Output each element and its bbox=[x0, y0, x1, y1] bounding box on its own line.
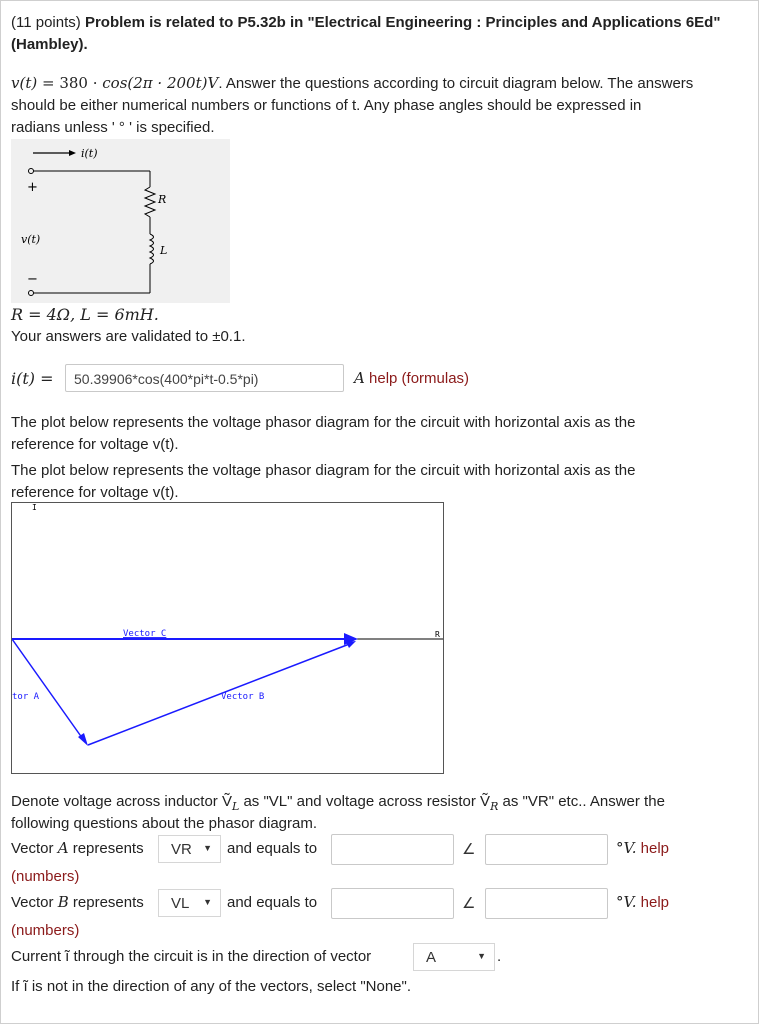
chevron-down-icon: ▼ bbox=[477, 951, 486, 961]
circuit-values: R = 4Ω, L = 6mH. bbox=[11, 305, 159, 324]
inductor-label: L bbox=[160, 244, 168, 257]
vector-b-magnitude-input[interactable] bbox=[331, 888, 454, 919]
chevron-down-icon: ▼ bbox=[203, 843, 212, 853]
vector-b-equals: and equals to bbox=[227, 894, 318, 911]
resistor-label: R bbox=[158, 193, 167, 206]
current-direction-period: . bbox=[497, 948, 502, 965]
axis-label-r: R bbox=[435, 630, 440, 639]
vector-a-magnitude-input[interactable] bbox=[331, 834, 454, 865]
vector-a-equals: and equals to bbox=[227, 840, 318, 857]
resistor-symbol bbox=[145, 187, 155, 217]
vector-b-unit-help: °V. help bbox=[616, 893, 670, 911]
intro-line1: v(t) = 380 · cos(2π · 200t)V. Answer the questions according to circuit diagram below. The answers bbox=[11, 74, 694, 92]
intro-line3: radians unless ' ° ' is specified. bbox=[11, 119, 215, 136]
current-help-group bbox=[354, 368, 469, 389]
vector-b-angle-input[interactable] bbox=[485, 888, 608, 919]
minus-sign: − bbox=[27, 272, 38, 287]
plus-sign: + bbox=[27, 180, 38, 195]
current-direction-question: Current ĩ through the circuit is in the direction of vector bbox=[11, 948, 372, 965]
source-label: v(t) bbox=[21, 233, 41, 246]
current-arrow-head bbox=[69, 150, 76, 156]
chevron-down-icon: ▼ bbox=[203, 897, 212, 907]
validation-note: Your answers are validated to ±0.1. bbox=[11, 328, 246, 345]
vector-a-numbers-help[interactable]: (numbers) bbox=[11, 868, 80, 885]
vector-b-label: Vector B bbox=[221, 692, 265, 702]
terminal-bottom bbox=[29, 291, 34, 296]
angle-icon: ∠ bbox=[462, 894, 476, 912]
question-intro: Denote voltage across inductor Ṽ$_L$ as "VL" and voltage across resistor Ṽ$_R$ as "VR" etc.. Answer the bbox=[11, 793, 665, 813]
axis-label-i: I bbox=[32, 503, 37, 512]
problem-title: (11 points) Problem is related to P5.32b in "Electrical Engineering : Principles and Applications 6Ed" bbox=[11, 14, 721, 31]
question-intro-2: following questions about the phasor diagram. bbox=[11, 815, 318, 832]
vector-b-arrowhead bbox=[346, 641, 356, 648]
angle-icon: ∠ bbox=[462, 840, 476, 858]
vector-a-label: tor A bbox=[12, 692, 40, 702]
circuit-diagram bbox=[11, 139, 230, 303]
current-label-eq: i(t) = bbox=[11, 369, 54, 388]
vector-a-unit-help: °V. help bbox=[616, 839, 670, 857]
vector-a-help-link[interactable]: help bbox=[640, 840, 670, 857]
help-formulas-link[interactable]: help (formulas) bbox=[369, 370, 470, 387]
vector-a-question: Vector A represents bbox=[11, 839, 144, 857]
vector-a-line bbox=[12, 639, 85, 742]
vector-c-label: Vector C bbox=[123, 629, 167, 639]
vector-b-line bbox=[88, 643, 352, 745]
none-note: If ĩ is not in the direction of any of the vectors, select "None". bbox=[11, 978, 412, 995]
vector-b-select[interactable]: VL ▼ bbox=[158, 889, 221, 917]
current-label: i(t) bbox=[81, 147, 98, 160]
current-unit: A bbox=[354, 369, 365, 387]
terminal-top bbox=[29, 169, 34, 174]
current-answer-input[interactable]: 50.39906*cos(400*pi*t-0.5*pi) bbox=[65, 364, 344, 392]
plot-desc-2: reference for voltage v(t). bbox=[11, 436, 179, 453]
vector-b-numbers-help[interactable]: (numbers) bbox=[11, 922, 80, 939]
inductor-symbol bbox=[150, 234, 154, 264]
problem-title-line2: (Hambley). bbox=[11, 36, 88, 53]
vector-b-help-link[interactable]: help bbox=[640, 894, 670, 911]
vector-b-question: Vector B represents bbox=[11, 893, 144, 911]
vector-a-select[interactable]: VR ▼ bbox=[158, 835, 221, 863]
phasor-diagram bbox=[11, 502, 444, 774]
plot-desc-1: The plot below represents the voltage phasor diagram for the circuit with horizontal axis as the bbox=[11, 414, 636, 431]
intro-line2: should be either numerical numbers or functions of t. Any phase angles should be expressed in bbox=[11, 97, 642, 114]
plot-desc-4: reference for voltage v(t). bbox=[11, 484, 179, 501]
current-direction-select[interactable]: A ▼ bbox=[413, 943, 495, 971]
plot-desc-3: The plot below represents the voltage phasor diagram for the circuit with horizontal axis as the bbox=[11, 462, 636, 479]
vector-a-angle-input[interactable] bbox=[485, 834, 608, 865]
